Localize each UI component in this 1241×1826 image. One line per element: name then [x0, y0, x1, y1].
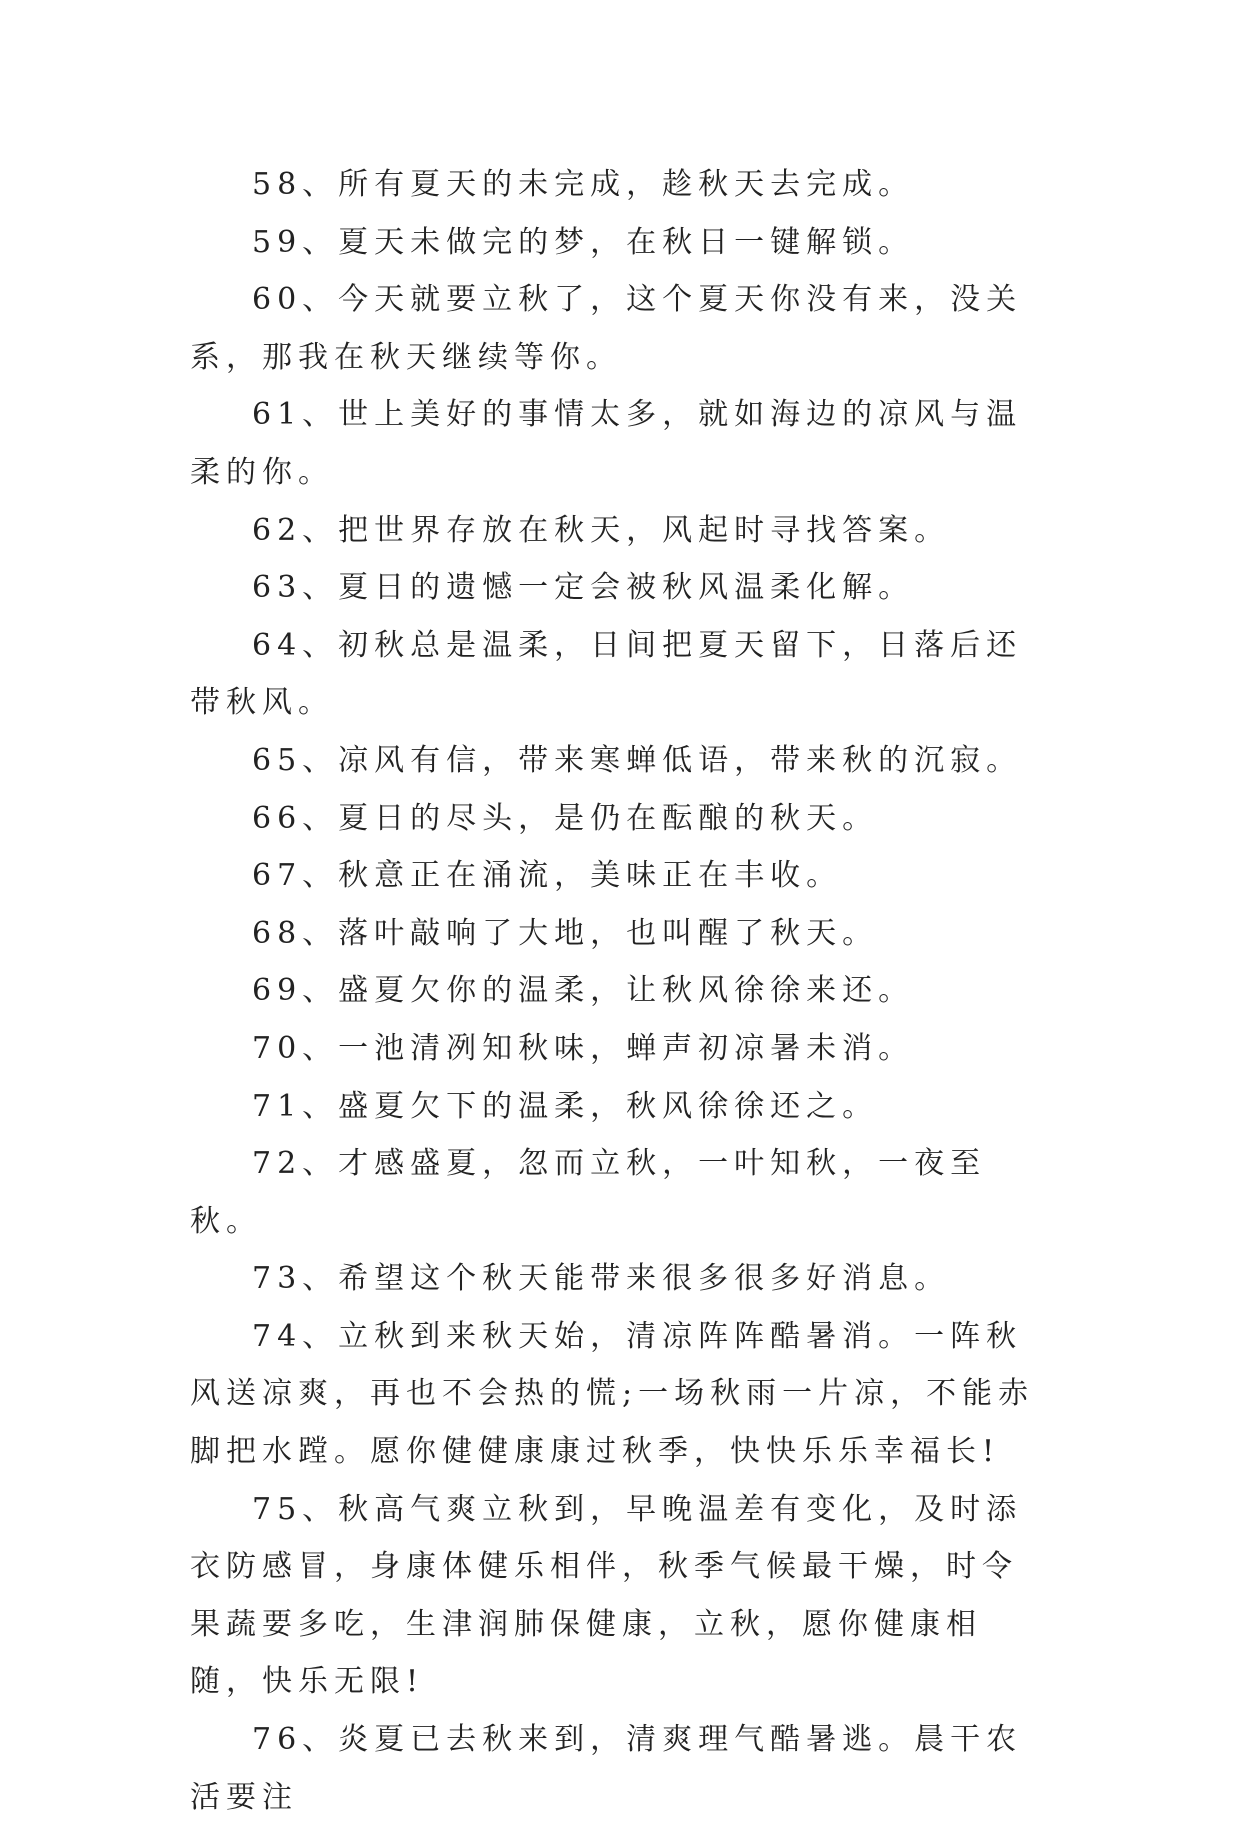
paragraph-59: 59、夏天未做完的梦，在秋日一键解锁。: [252, 224, 915, 260]
paragraph-62: 62、把世界存放在秋天，风起时寻找答案。: [252, 512, 951, 548]
paragraph-75: 75、秋高气爽立秋到，早晚温差有变化，及时添衣防感冒，身康体健乐相伴，秋季气候最干燥，时令果蔬要多吃，生津润肺保健康，立秋，愿你健康相随，快乐无限!: [190, 1491, 1023, 1700]
paragraph-66: 66、夏日的尽头，是仍在酝酿的秋天。: [252, 800, 879, 836]
paragraph-71: 71、盛夏欠下的温柔，秋风徐徐还之。: [252, 1088, 879, 1124]
paragraph-67: 67、秋意正在涌流，美味正在丰收。: [252, 858, 843, 894]
paragraph-58: 58、所有夏天的未完成，趁秋天去完成。: [252, 167, 915, 202]
paragraph-72: 72、才感盛夏，忽而立秋，一叶知秋，一夜至秋。: [190, 1146, 987, 1239]
paragraph-65: 65、凉风有信，带来寒蝉低语，带来秋的沉寂。: [252, 742, 1023, 778]
paragraph-61: 61、世上美好的事情太多，就如海边的凉风与温柔的你。: [190, 397, 1023, 490]
paragraph-69: 69、盛夏欠你的温柔，让秋风徐徐来还。: [252, 973, 915, 1009]
paragraph-73: 73、希望这个秋天能带来很多很多好消息。: [252, 1261, 951, 1297]
paragraph-70: 70、一池清冽知秋味，蝉声初凉暑未消。: [252, 1030, 915, 1066]
document-body: [190, 156, 1050, 1826]
paragraph-68: 68、落叶敲响了大地，也叫醒了秋天。: [252, 915, 879, 951]
paragraph-60: 60、今天就要立秋了，这个夏天你没有来，没关系，那我在秋天继续等你。: [190, 282, 1023, 375]
paragraph-74: 74、立秋到来秋天始，清凉阵阵酷暑消。一阵秋风送凉爽，再也不会热的慌;一场秋雨一片凉，不能赤脚把水蹚。愿你健健康康过秋季，快快乐乐幸福长!: [190, 1318, 1035, 1470]
paragraph-64: 64、初秋总是温柔，日间把夏天留下，日落后还带秋风。: [190, 627, 1023, 721]
paragraph-63: 63、夏日的遗憾一定会被秋风温柔化解。: [252, 570, 915, 606]
paragraph-76: 76、炎夏已去秋来到，清爽理气酷暑逃。晨干农活要注: [190, 1722, 1023, 1815]
